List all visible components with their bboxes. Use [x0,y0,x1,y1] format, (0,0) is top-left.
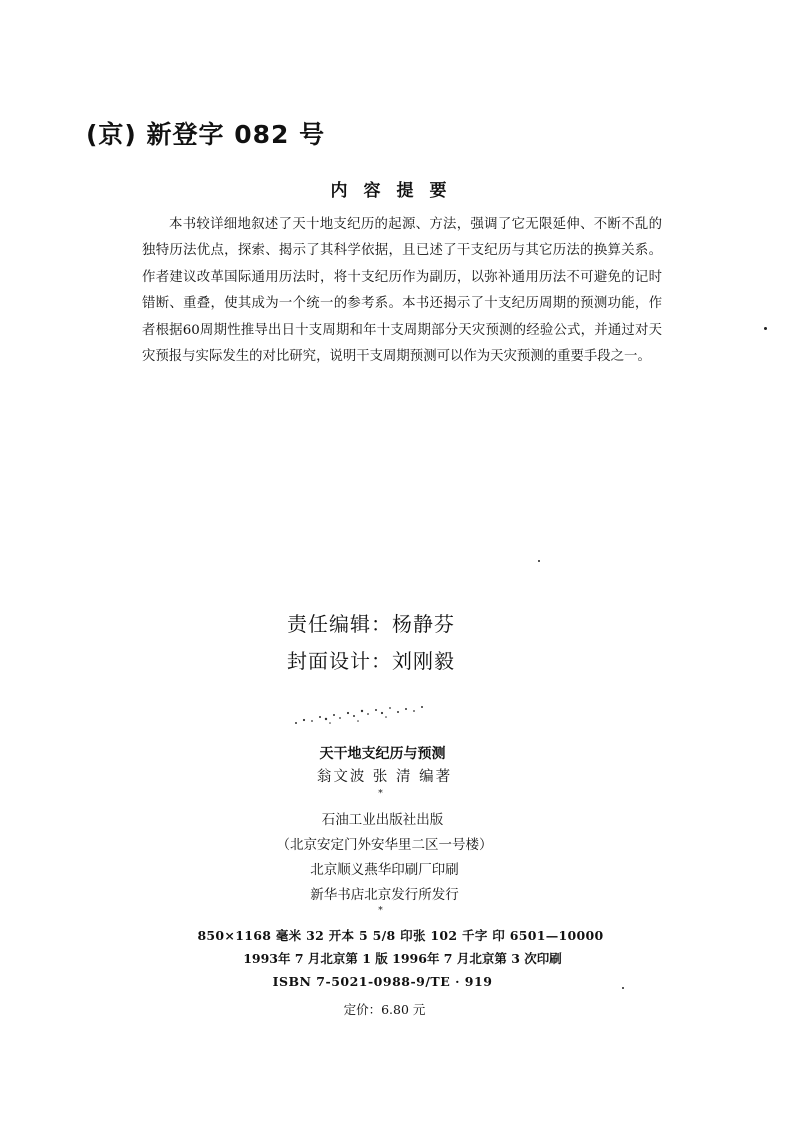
summary-body: 本书较详细地叙述了天十地支纪历的起源、方法，强调了它无限延伸、不断不乱的独特历法优点，探索、揭示了其科学依据，且已述了干支纪历与其它历法的换算关系。作者建议改革国际通用历法时，将十支纪历作为副历，以弥补通用历法不可避免的记时错断、重叠，使其成为一个统一的参考系。本书还揭示了十支纪历周期的预测功能，作者根据60周期性推导出日十支周期和年十支周期部分天灾预测的经验公式，并通过对天灾预报与实际发生的对比研究，说明干支周期预测可以作为天灾预测的重要手段之一。 [142,217,662,365]
scan-speck [538,560,540,562]
scan-speck [764,327,767,330]
book-title: 天干地支纪历与预测 [319,746,446,762]
printer: 北京顺义燕华印刷厂印刷 [310,862,459,878]
print-specs: 850×1168 毫米 32 开本 5 5/8 印张 102 千字 印 6501—10000 [197,928,604,943]
authors: 翁文波 张 清 编著 [316,769,453,785]
summary-heading: 内容提要 [330,181,463,201]
cover-design-credit: 封面设计：刘刚毅 [287,649,455,673]
registration-number: (京) 新登字 082 号 [86,120,326,149]
publisher-address: （北京安定门外安华里二区一号楼） [276,837,493,853]
separator-star: * [378,906,383,916]
editor-credit: 责任编辑：杨静芬 [287,612,455,636]
distributor: 新华书店北京发行所发行 [310,887,459,903]
separator-star: * [378,789,383,799]
publisher: 石油工业出版社出版 [321,812,444,828]
summary-section [142,212,662,370]
price: 定价：6.80 元 [343,1002,426,1017]
isbn: ISBN 7-5021-0988-9/TE · 919 [272,974,493,989]
decorative-dots [290,693,430,729]
edition-info: 1993年 7 月北京第 1 版 1996年 7 月北京第 3 次印刷 [243,951,562,966]
